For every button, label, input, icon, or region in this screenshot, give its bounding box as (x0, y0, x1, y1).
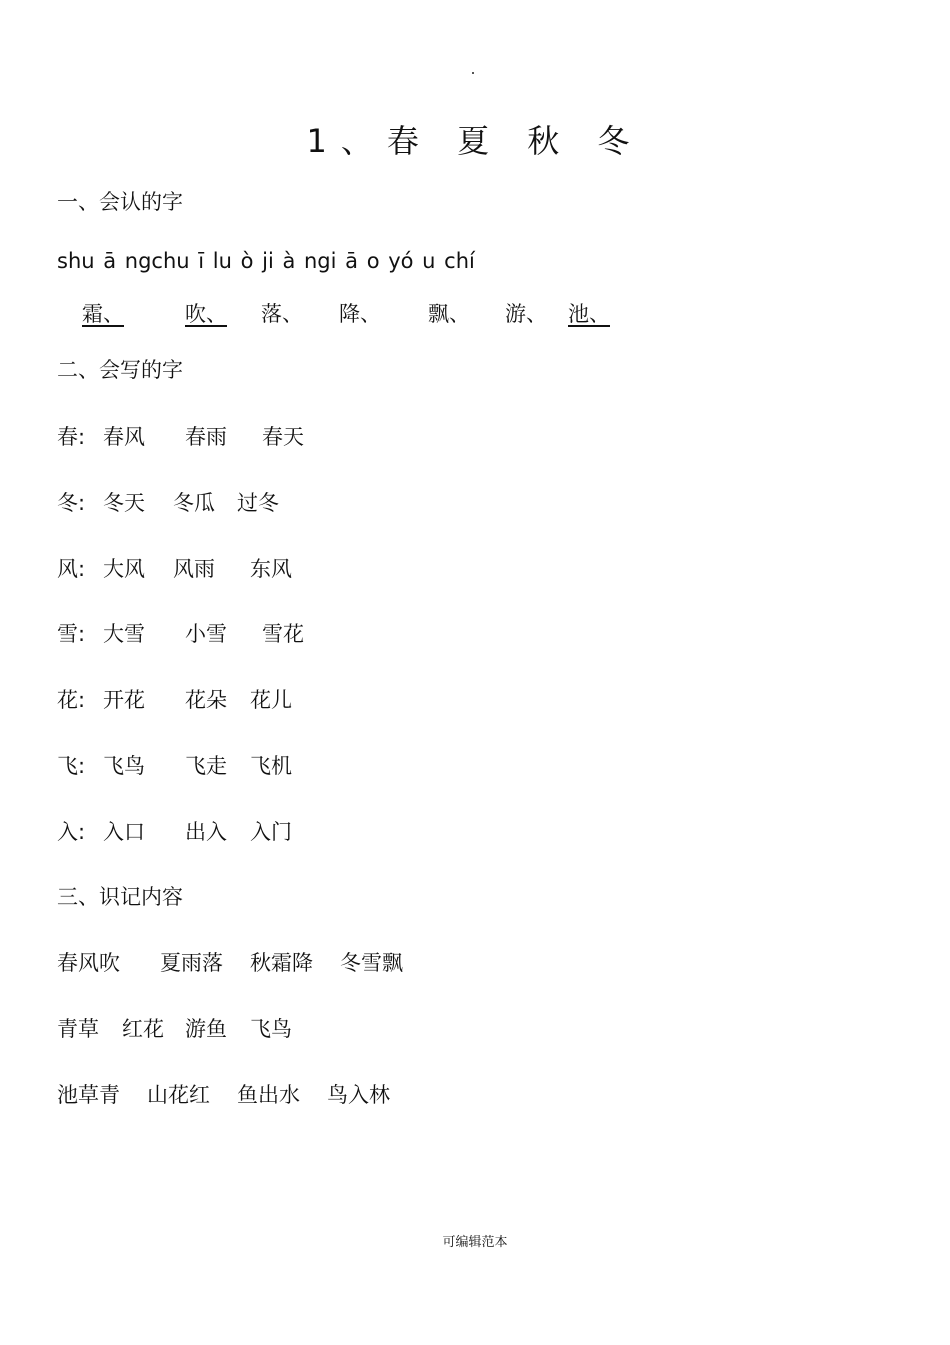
word: 入口 (103, 820, 145, 844)
word: 过冬 (237, 491, 279, 515)
pinyin-line: shu ā ngchu ī lu ò ji à ngi ā o yó u chí (57, 249, 475, 273)
char-7: 池、 (568, 302, 610, 326)
word: 花儿 (250, 688, 292, 712)
word: 大雪 (103, 622, 145, 646)
section1-heading: 一、会认的字 (57, 190, 183, 214)
word: 花朵 (185, 688, 227, 712)
word: 春风 (103, 425, 145, 449)
phrase: 游鱼 (185, 1017, 227, 1041)
row-label: 入: (57, 820, 86, 844)
phrase: 青草 (57, 1017, 99, 1041)
phrase: 春风吹 (57, 951, 120, 975)
char-3: 落、 (261, 302, 303, 326)
word: 小雪 (185, 622, 227, 646)
phrase: 池草青 (57, 1083, 120, 1107)
phrase: 鱼出水 (237, 1083, 300, 1107)
word: 冬瓜 (173, 491, 215, 515)
row-label: 春: (57, 425, 86, 449)
word: 风雨 (173, 557, 215, 581)
phrase: 夏雨落 (160, 951, 223, 975)
phrase: 红花 (122, 1017, 164, 1041)
word: 东风 (250, 557, 292, 581)
phrase: 飞鸟 (250, 1017, 292, 1041)
char-1: 霜、 (82, 302, 124, 326)
page-dot (472, 72, 474, 74)
row-label: 飞: (57, 754, 86, 778)
row-label: 风: (57, 557, 86, 581)
word: 飞鸟 (103, 754, 145, 778)
word: 开花 (103, 688, 145, 712)
char-2: 吹、 (185, 302, 227, 326)
word: 飞走 (185, 754, 227, 778)
page-footer: 可编辑范本 (442, 1235, 508, 1250)
char-5: 飘、 (428, 302, 470, 326)
page-title: 1、春 夏 秋 冬 (306, 122, 644, 160)
word: 飞机 (250, 754, 292, 778)
row-label: 冬: (57, 491, 86, 515)
phrase: 秋霜降 (250, 951, 313, 975)
word: 春天 (262, 425, 304, 449)
word: 春雨 (185, 425, 227, 449)
char-4: 降、 (339, 302, 381, 326)
phrase: 冬雪飘 (340, 951, 403, 975)
recognize-chars-row (0, 298, 950, 328)
row-label: 花: (57, 688, 86, 712)
phrase: 山花红 (147, 1083, 210, 1107)
char-6: 游、 (505, 302, 547, 326)
section3-heading: 三、识记内容 (57, 885, 183, 909)
word: 入门 (250, 820, 292, 844)
word: 出入 (185, 820, 227, 844)
word: 大风 (103, 557, 145, 581)
word: 雪花 (262, 622, 304, 646)
word: 冬天 (103, 491, 145, 515)
row-label: 雪: (57, 622, 86, 646)
phrase: 鸟入林 (327, 1083, 390, 1107)
section2-heading: 二、会写的字 (57, 358, 183, 382)
